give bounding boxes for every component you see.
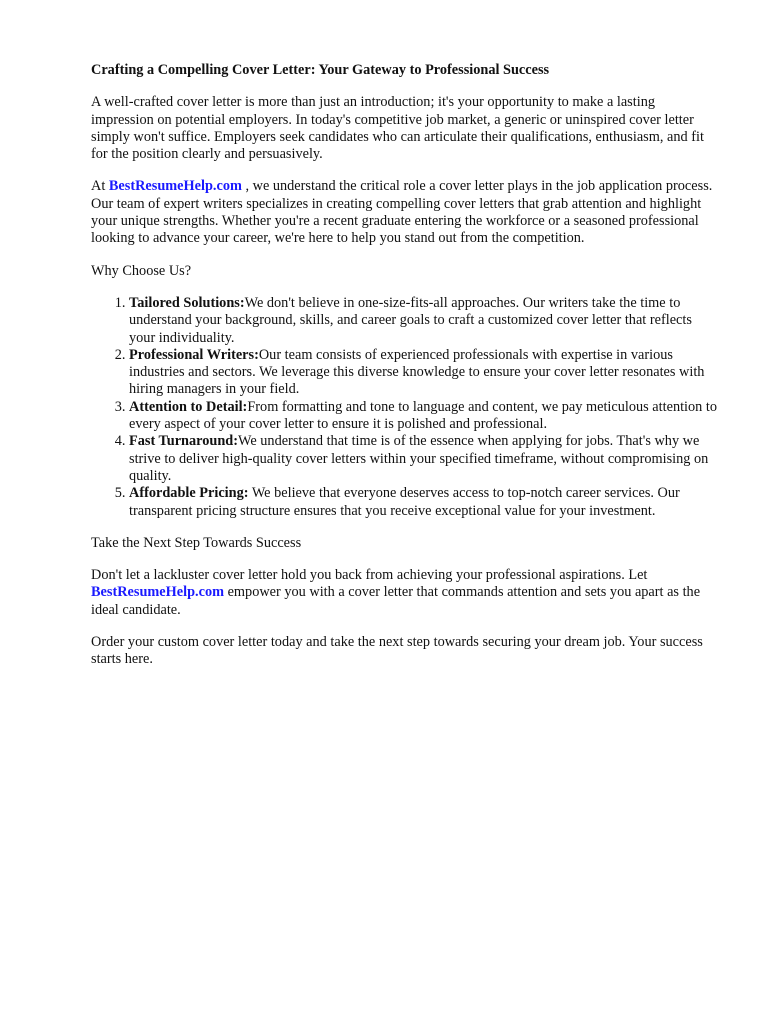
list-item [129, 295, 721, 347]
reason-text: From formatting and tone to language and content, we pay meticulous attention to every aspect of your cover letter to ensure it is polished and professional. [129, 398, 718, 433]
cta-paragraph [91, 567, 721, 619]
reason-text: We don't believe in one-size-fits-all approaches. Our writers take the time to understand your background, skills, and career goals to craft a customized cover letter that reflects your individuality. [129, 294, 692, 346]
about-paragraph [91, 178, 721, 247]
bestresumehelp-link[interactable]: BestResumeHelp.com [91, 584, 225, 601]
reason-lead: Fast Turnaround: [129, 433, 238, 450]
reason-lead: Affordable Pricing: [129, 485, 249, 502]
reason-text: We believe that everyone deserves access to top-notch career services. Our transparent pricing structure ensures that you receive exceptional value for your investment. [129, 485, 680, 519]
closing-paragraph: Order your custom cover letter today and take the next step towards securing your dream job. Your success starts here. [91, 634, 703, 668]
list-item [129, 485, 721, 520]
reason-lead: Attention to Detail: [129, 398, 248, 415]
why-choose-heading: Why Choose Us? [91, 262, 192, 279]
list-item [129, 347, 721, 399]
about-suffix: , we understand the critical role a cover letter plays in the job application process. Our team of expert writers specializes in creating compelling cover letters that grab attention and highlight your unique strengths. Whether you're a recent graduate entering the workforce or a seasoned professional looking to advance your career, we're here to help you stand out from the competition. [91, 178, 713, 247]
list-item [129, 433, 721, 485]
document-title: Crafting a Compelling Cover Letter: Your Gateway to Professional Success [91, 62, 550, 78]
about-prefix: At [91, 178, 109, 195]
cta-suffix: empower you with a cover letter that commands attention and sets you apart as the ideal candidate. [91, 584, 701, 618]
reasons-list [91, 295, 721, 520]
reason-text: Our team consists of experienced professionals with expertise in various industries and sectors. We leverage this diverse knowledge to ensure your cover letter resonates with hiring managers in your field. [129, 346, 705, 398]
reason-lead: Tailored Solutions: [129, 294, 245, 311]
next-step-heading: Take the Next Step Towards Success [91, 534, 302, 551]
intro-paragraph: A well-crafted cover letter is more than just an introduction; it's your opportunity to make a lasting impression on potential employers. In today's competitive job market, a generic or uninspired cover letter simply won't suffice. Employers seek candidates who can articulate their qualifications, enthusiasm, and fit for the position clearly and persuasively. [91, 94, 704, 163]
list-item [129, 399, 721, 434]
cta-prefix: Don't let a lackluster cover letter hold you back from achieving your professional aspirations. Let [91, 567, 648, 584]
reason-text: We understand that time is of the essence when applying for jobs. That's why we strive to deliver high-quality cover letters within your specified timeframe, without compromising on quality. [129, 433, 709, 484]
bestresumehelp-link[interactable]: BestResumeHelp.com [108, 178, 242, 195]
document-page [91, 62, 721, 684]
reason-lead: Professional Writers: [129, 346, 259, 363]
